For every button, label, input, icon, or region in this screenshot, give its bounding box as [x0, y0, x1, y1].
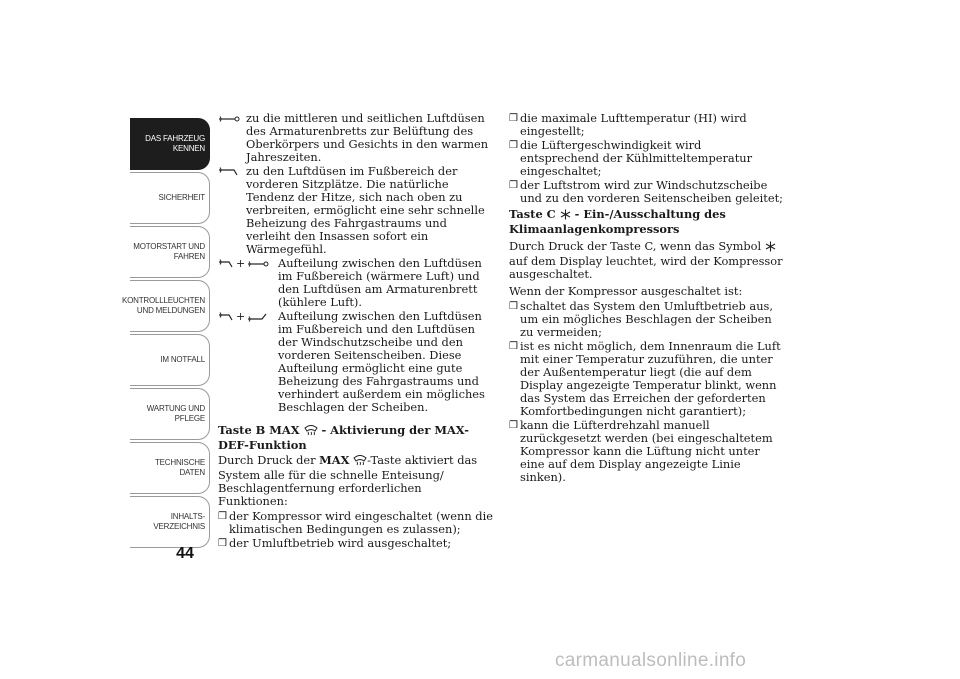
max-intro-paragraph: Durch Druck der MAX -Taste aktiviert das System alle für die schnelle Enteisung/ Beschlagentfernung erforderlichen Funktionen: — [218, 453, 478, 508]
tab-das-fahrzeug-kennen[interactable]: DAS FAHRZEUG KENNEN — [130, 118, 210, 170]
page-number: 44 — [176, 545, 194, 562]
tab-sicherheit[interactable]: SICHERHEIT — [130, 172, 210, 224]
left-column — [218, 112, 494, 551]
compressor-intro-paragraph: Durch Druck der Taste C, wenn das Symbol auf dem Display leuchtet, wird der Kompressor ausgeschaltet. — [509, 239, 783, 281]
right-column — [509, 112, 783, 485]
watermark-text: carmanualsonline.info — [555, 650, 747, 671]
list-item: ❒ die Lüftergeschwindigkeit wird entsprechend der Kühlmitteltemperatur eingeschaltet; — [509, 138, 753, 178]
tab-motorstart-und-fahren[interactable]: MOTORSTART UND FAHREN — [130, 226, 210, 278]
airflow-face-icon — [218, 112, 246, 125]
airflow-feet-defrost-text: Aufteilung zwischen den Luftdüsen im Fußbereich und den Luftdüsen der Windschutzscheibe und den vorderen Seitenscheiben. Diese Aufteilung ermöglicht eine gute Beheizung des Fahrgastraums und verhindert außerdem ein mögliches Beschlagen der Scheiben. — [278, 309, 485, 414]
airflow-feet-face-text: Aufteilung zwischen den Luftdüsen im Fußbereich (wärmere Luft) und den Luftdüsen am Armaturenbrett (kühlere Luft). — [278, 256, 482, 309]
airflow-face-item — [218, 112, 494, 164]
list-item: ❒ die maximale Lufttemperatur (HI) wird eingestellt; — [509, 111, 747, 138]
snowflake-icon — [560, 209, 571, 223]
airflow-feet-item — [218, 165, 494, 256]
airflow-feet-defrost-icon: + — [218, 310, 278, 323]
list-item: ❒ schaltet das System den Umluftbetrieb aus, um ein mögliches Beschlagen der Scheiben zu vermeiden; — [509, 299, 773, 339]
snowflake-inline-icon — [765, 241, 776, 255]
tab-im-notfall[interactable]: IM NOTFALL — [130, 334, 210, 386]
airflow-feet-defrost-item — [218, 310, 494, 414]
tab-wartung-und-pflege[interactable]: WARTUNG UND PFLEGE — [130, 388, 210, 440]
tab-inhaltsverzeichnis[interactable]: INHALTS- VERZEICHNIS — [130, 496, 210, 548]
compressor-off-intro: Wenn der Kompressor ausgeschaltet ist: — [509, 284, 743, 298]
tab-technische-daten[interactable]: TECHNISCHE DATEN — [130, 442, 210, 494]
list-item: ❒ der Luftstrom wird zur Windschutzscheibe und zu den vorderen Seitenscheiben geleitet; — [509, 178, 784, 205]
list-item: ❒ der Umluftbetrieb wird ausgeschaltet; — [218, 536, 452, 550]
compressor-heading: Taste C - Ein-/Ausschaltung des Klimaanlagenkompressors — [509, 207, 726, 236]
airflow-feet-face-icon: + — [218, 257, 278, 270]
airflow-feet-icon — [218, 165, 246, 178]
max-def-heading: Taste B MAX - Aktivierung der MAX-DEF-Funktion — [218, 423, 469, 452]
airflow-face-text: zu die mittleren und seitlichen Luftdüsen des Armaturenbretts zur Belüftung des Oberkörpers und Gesichts in den warmen Jahreszeiten. — [246, 111, 489, 164]
airflow-feet-text: zu den Luftdüsen im Fußbereich der vorderen Sitzplätze. Die natürliche Tendenz der Hitze, sich nach oben zu verbreiten, ermöglicht eine sehr schnelle Beheizung des Fahrgastraums und verleiht den Insassen sofort ein Wärmegefühl. — [246, 164, 485, 256]
list-item: ❒ der Kompressor wird eingeschaltet (wenn die klimatischen Bedingungen es zulassen); — [218, 509, 493, 536]
tab-kontrollleuchten[interactable]: KONTROLLLEUCHTEN UND MELDUNGEN — [130, 280, 210, 332]
list-item: ❒ ist es nicht möglich, dem Innenraum die Luft mit einer Temperatur zuzuführen, die unter der Außentemperatur liegt (die auf dem Display angezeigte Temperatur blinkt, wenn das System das Erreichen der geforderten Komfortbedingungen nicht garantiert); — [509, 339, 781, 418]
max-defrost-icon — [304, 424, 318, 439]
airflow-feet-face-item — [218, 257, 494, 309]
list-item: ❒ kann die Lüfterdrehzahl manuell zurückgesetzt werden (bei eingeschaltetem Kompressor kann die Lüftung nicht unter eine auf dem Display angezeigte Linie sinken). — [509, 418, 773, 484]
max-defrost-inline-icon — [353, 454, 367, 469]
